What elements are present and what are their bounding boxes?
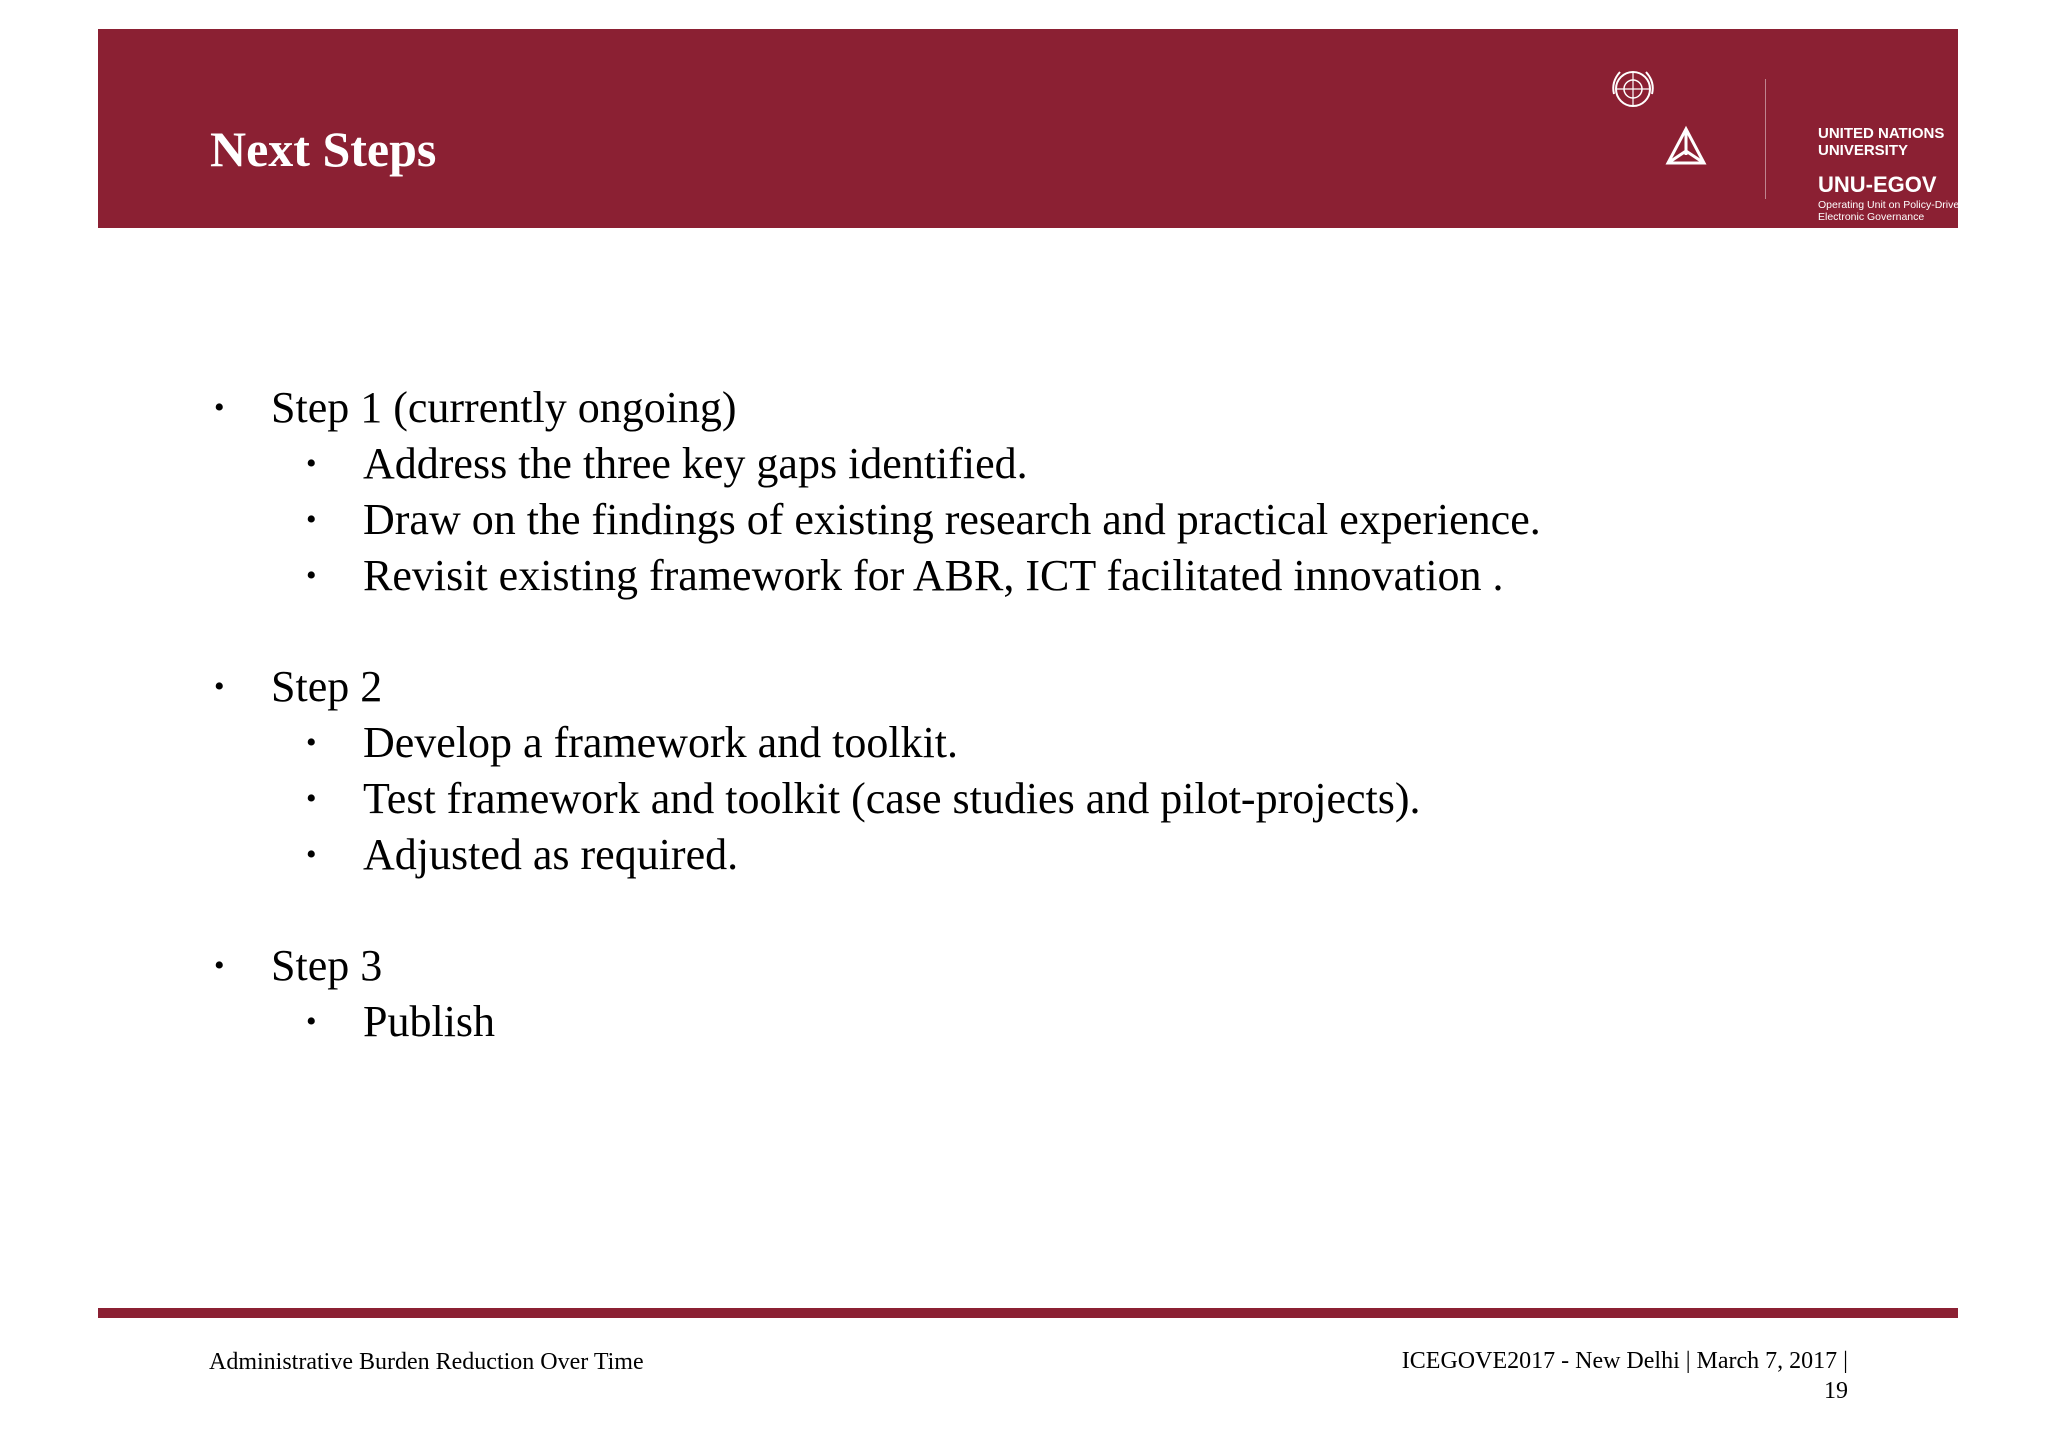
step-item-text: Test framework and toolkit (case studies and pilot-projects). bbox=[363, 774, 1421, 823]
step-label: Step 2 bbox=[271, 662, 383, 711]
logo-subtitle-line2: Electronic Governance bbox=[1818, 211, 1925, 223]
bullet-icon: • bbox=[306, 782, 317, 815]
footer-event-info bbox=[1402, 1346, 1848, 1406]
footer-event-date: ICEGOVE2017 - New Delhi | March 7, 2017 | bbox=[1401, 1348, 1848, 1374]
bullet-icon: • bbox=[306, 503, 317, 536]
bullet-icon: • bbox=[214, 949, 225, 982]
step-item-text: Publish bbox=[363, 997, 496, 1046]
bullet-icon: • bbox=[306, 838, 317, 871]
bullet-icon: • bbox=[306, 559, 317, 592]
step-item-text: Address the three key gaps identified. bbox=[363, 439, 1028, 488]
step-item-text: Revisit existing framework for ABR, ICT facilitated innovation . bbox=[363, 551, 1504, 600]
bullet-icon: • bbox=[306, 726, 317, 759]
bullet-icon: • bbox=[214, 391, 225, 424]
logo-subtitle-line1: Operating Unit on Policy-Driven bbox=[1818, 199, 1966, 211]
footer-presentation-title: Administrative Burden Reduction Over Time bbox=[209, 1349, 644, 1375]
bullet-icon: • bbox=[306, 447, 317, 480]
logo-text-university: UNIVERSITY bbox=[1818, 142, 1909, 159]
title-bar bbox=[98, 29, 1966, 228]
logo-text-united-nations: UNITED NATIONS bbox=[1818, 125, 1945, 142]
logo-divider bbox=[1765, 79, 1766, 199]
bullet-icon: • bbox=[306, 1005, 317, 1038]
step-item-text: Adjusted as required. bbox=[363, 830, 739, 879]
un-emblem-icon bbox=[1608, 64, 1658, 114]
unu-mark-icon bbox=[1664, 125, 1708, 169]
step-label: Step 1 (currently ongoing) bbox=[271, 383, 737, 432]
step-item-text: Draw on the findings of existing research and practical experience. bbox=[363, 495, 1541, 544]
slide-title: Next Steps bbox=[210, 121, 437, 177]
footer-divider bbox=[98, 1308, 1958, 1318]
unu-egov-logo bbox=[1608, 59, 1966, 229]
page-number: 19 bbox=[1824, 1378, 1848, 1404]
step-label: Step 3 bbox=[271, 941, 383, 990]
logo-text-unit: UNU-EGOV bbox=[1818, 172, 1937, 197]
step-item-text: Develop a framework and toolkit. bbox=[363, 718, 959, 767]
bullet-icon: • bbox=[214, 670, 225, 703]
